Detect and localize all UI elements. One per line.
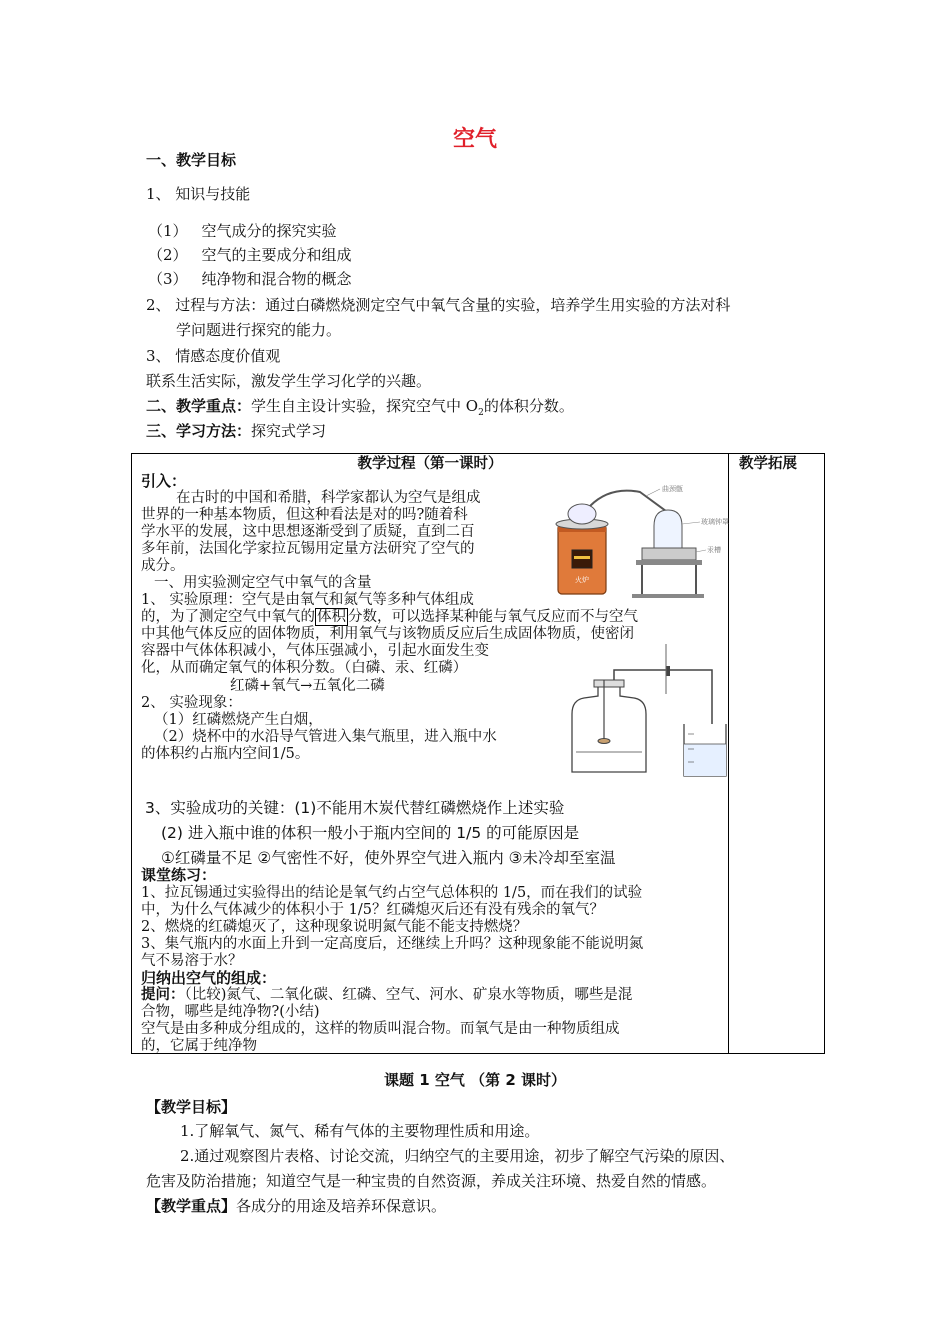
intro-label: 引入： (141, 472, 187, 490)
objectives-sub1: 1、 知识与技能 (146, 185, 251, 203)
process-cell (132, 454, 729, 1054)
key-condition-line: ①红磷量不足 ②气密性不好，使外界空气进入瓶内 ③未冷却至室温 (161, 849, 616, 867)
extension-cell (729, 454, 825, 1054)
page-title: 空气 (452, 127, 497, 152)
intro-line: 学水平的发展，这中思想逐渐受到了质疑，直到二百 (141, 524, 475, 540)
principle-line: 中其他气体反应的固体物质，利用氧气与该物质反应后生成固体物质，使密闭 (141, 626, 634, 642)
key-condition-line: 3、实验成功的关键：(1)不能用木炭代替红磷燃烧作上述实验 (145, 799, 565, 817)
lesson2-objective-2-line1: 2.通过观察图片表格、讨论交流，归纳空气的主要用途，初步了解空气污染的原因、 (180, 1147, 735, 1165)
objectives-sub3-text: 联系生活实际，激发学生学习化学的兴趣。 (146, 372, 432, 390)
section1-heading: 一、用实验测定空气中氧气的含量 (154, 575, 372, 591)
principle-line: 化，从而确定氧气的体积分数。（白磷、汞、红磷） (141, 660, 468, 676)
conclusion-line: 的，它属于纯净物 (141, 1038, 257, 1054)
phenomena-line: 的体积约占瓶内空间1/5。 (141, 746, 310, 762)
extension-header: 教学拓展 (739, 456, 797, 472)
principle-line: 的，为了测定空气中氧气的 体积 分数，可以选择某种能与氧气反应而不与空气 (141, 609, 638, 625)
practice-line: 2、燃烧的红磷熄灭了，这种现象说明氮气能不能支持燃烧？ (141, 919, 528, 935)
lavoisier-apparatus-figure (550, 484, 729, 612)
furnace-label: 火炉 (575, 576, 589, 584)
practice-label: 课堂练习： (141, 866, 217, 884)
intro-line: 世界的一种基本物质，但这种看法是对的吗?随着科 (141, 507, 468, 523)
practice-line: 1、拉瓦锡通过实验得出的结论是氧气约占空气总体积的 1/5，而在我们的试验 (141, 885, 643, 901)
retort-label: 曲颈甑 (662, 485, 683, 493)
process-header: 教学过程（第一课时） (357, 456, 503, 472)
lesson2-objectives-label: 【教学目标】 (146, 1098, 237, 1116)
boxed-word: 体积 (317, 609, 346, 625)
bell-jar-label: 玻璃钟罩 (701, 518, 729, 526)
trough-label: 汞槽 (707, 546, 721, 554)
question-line: 合物，哪些是纯净物?(小结) (141, 1004, 320, 1020)
objective-item-2: （2） 空气的主要成分和组成 (148, 246, 352, 264)
lesson2-heading: 课题 1 空气 （第 2 课时） (384, 1071, 566, 1089)
lesson2-key-point: 【教学重点】各成分的用途及培养环保意识。 (146, 1197, 447, 1215)
practice-line: 中，为什么气体减少的体积小于 1/5？红磷熄灭后还有没有残余的氧气？ (141, 902, 604, 918)
objectives-heading: 一、教学目标 (146, 151, 237, 169)
practice-line: 气不易溶于水？ (141, 953, 243, 969)
reaction-equation: 红磷+氧气→五氧化二磷 (230, 678, 385, 694)
objectives-sub3: 3、 情感态度价值观 (146, 347, 281, 365)
question-line: 提问：（比较)氮气、二氧化碳、红磷、空气、河水、矿泉水等物质，哪些是混 (141, 987, 633, 1003)
principle-line: 1、 实验原理：空气是由氧气和氮气等多种气体组成 (141, 592, 474, 608)
intro-line: 成分。 (141, 558, 185, 574)
practice-line: 3、集气瓶内的水面上升到一定高度后，还继续上升吗？这种现象能不能说明氮 (141, 936, 644, 952)
phenomena-line: （1）红磷燃烧产生白烟， (154, 712, 323, 728)
intro-line: 多年前，法国化学家拉瓦锡用定量方法研究了空气的 (141, 541, 475, 557)
lesson2-objective-2-line2: 危害及防治措施；知道空气是一种宝贵的自然资源，养成关注环境、热爱自然的情感。 (146, 1172, 717, 1190)
key-point: 二、教学重点：学生自主设计实验，探究空气中 $O_2$的体积分数。 (146, 397, 574, 418)
objectives-sub2-line1: 2、 过程与方法：通过白磷燃烧测定空气中氧气含量的实验，培养学生用实验的方法对科 (146, 296, 731, 314)
key-condition-line: (2) 进入瓶中谁的体积一般小于瓶内空间的 1/5 的可能原因是 (161, 824, 580, 842)
lesson2-objective-1: 1.了解氧气、氮气、稀有气体的主要物理性质和用途。 (180, 1122, 540, 1140)
learning-method: 三、学习方法：探究式学习 (146, 422, 327, 440)
principle-line: 容器中气体体积减小，气体压强减小，引起水面发生变 (141, 643, 489, 659)
teaching-process-table (131, 453, 825, 1054)
phosphorus-experiment-figure (562, 644, 728, 784)
objective-item-1: （1） 空气成分的探究实验 (148, 222, 337, 240)
phenomena-label: 2、 实验现象： (141, 695, 242, 711)
summary-label: 归纳出空气的组成： (141, 969, 277, 987)
conclusion-line: 空气是由多种成分组成的，这样的物质叫混合物。而氧气是由一种物质组成 (141, 1021, 620, 1037)
objectives-sub2-line2: 学问题进行探究的能力。 (176, 321, 342, 339)
objective-item-3: （3） 纯净物和混合物的概念 (148, 270, 352, 288)
phenomena-line: （2）烧杯中的水沿导气管进入集气瓶里，进入瓶中水 (154, 729, 497, 745)
intro-line: 在古时的中国和希腊，科学家都认为空气是组成 (176, 490, 481, 506)
